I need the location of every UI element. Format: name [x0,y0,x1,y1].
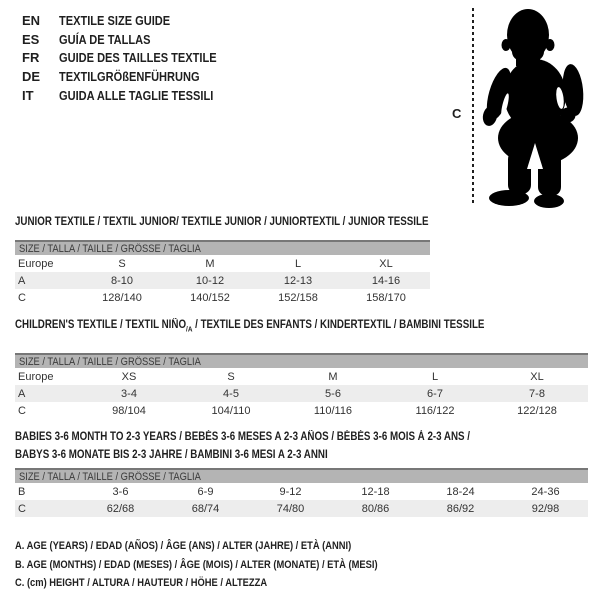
size-cell: 4-5 [223,387,239,400]
legend-line-b: B. AGE (MONTHS) / EDAD (MESES) / ÂGE (MOIS) / ALTER (MONATE) / ETÀ (MESI) [15,558,378,571]
size-cell: 98/104 [112,404,146,417]
size-cell: S [118,257,126,270]
size-cell: 110/116 [313,404,353,417]
children-size-table-section [15,318,588,419]
size-cell: 116/122 [415,404,455,417]
size-header-label: SIZE / TALLA / TAILLE / GRÖSSE / TAGLIA [19,242,201,255]
size-row-c [15,402,588,419]
size-cell: 140/152 [190,291,230,304]
size-cell: 9-12 [279,485,302,498]
lang-code: ES [22,31,40,47]
size-cell: 104/110 [211,404,251,417]
size-cell: M [205,257,215,270]
babies-size-table-section [15,428,588,517]
size-cell: 3-6 [112,485,129,498]
size-cell: 158/170 [366,291,406,304]
size-cell: XL [530,370,544,383]
table-title-babies: BABIES 3-6 MONTH TO 2-3 YEARS / BEBÉS 3-6 MESES A 2-3 AÑOS / BÉBÉS 3-6 MOIS À 2-3 ANS / BABYS 3-6 MONATE BIS 2-3 JAHRE / BAMBINI 3-6 MESI A 2-3 ANNI [15,431,471,461]
lang-title: GUÍA DE TALLAS [59,31,151,47]
baby-silhouette-icon [478,2,598,212]
size-cell: 10-12 [195,274,225,287]
size-cell: S [227,370,235,383]
table-title-junior: JUNIOR TEXTILE / TEXTIL JUNIOR/ TEXTILE JUNIOR / JUNIORTEXTIL / JUNIOR TESSILE [15,216,429,228]
size-cell: 12-13 [283,274,313,287]
height-measure-label: C [452,106,462,121]
size-cell: XL [379,257,393,270]
size-table-babies [15,468,588,517]
height-measure-line [472,8,474,206]
size-cell: 5-6 [325,387,341,400]
legend [15,537,442,593]
title-subscript: /A [186,324,193,334]
row-label: B [18,485,26,498]
lang-row-de [22,68,244,87]
size-header-bar [15,353,588,368]
size-cell: 6-9 [197,485,214,498]
row-label: C [18,291,26,304]
size-header-label: SIZE / TALLA / TAILLE / GRÖSSE / TAGLIA [19,355,201,368]
size-row-a [15,272,430,289]
lang-code: DE [22,69,41,85]
size-cell: 6-7 [427,387,443,400]
size-cell: 74/80 [276,502,305,515]
lang-title: GUIDA ALLE TAGLIE TESSILI [59,87,214,103]
size-table-junior [15,240,430,306]
size-cell: 14-16 [371,274,401,287]
row-label: Europe [18,370,54,383]
size-cell: M [328,370,338,383]
legend-line-c: C. (cm) HEIGHT / ALTURA / HAUTEUR / HÖHE / ALTEZZA [15,577,268,589]
lang-row-it [22,87,244,106]
size-cell: 12-18 [361,485,390,498]
row-label: A [18,274,26,287]
lang-row-en [22,12,244,31]
junior-size-table-section [15,215,430,306]
size-cell: 24-36 [531,485,560,498]
size-table-children [15,353,588,419]
lang-row-es [22,31,244,50]
size-header-label: SIZE / TALLA / TAILLE / GRÖSSE / TAGLIA [19,470,201,483]
size-row-c [15,500,588,517]
lang-title: TEXTILE SIZE GUIDE [59,13,171,28]
size-cell: 18-24 [446,485,475,498]
size-header-bar [15,468,588,483]
row-label: C [18,404,26,417]
size-cell: 92/98 [531,502,560,515]
lang-row-fr [22,49,244,68]
size-cell: L [294,257,302,270]
row-label: C [18,502,26,515]
size-row-a [15,385,588,402]
size-row-c [15,289,430,306]
size-cell: L [431,370,439,383]
size-row-europe [15,255,430,272]
row-label: A [18,387,26,400]
size-row-europe [15,368,588,385]
size-cell: 8-10 [110,274,134,287]
size-header-bar [15,240,430,255]
size-cell: 128/140 [102,291,142,304]
lang-code: FR [22,50,40,66]
size-cell: 3-4 [121,387,137,400]
size-row-b [15,483,588,500]
lang-code: EN [22,13,41,28]
row-label: Europe [18,257,54,270]
table-title-children: CHILDREN'S TEXTILE / TEXTIL $NIÑO_{/A}$ / TEXTILE DES ENFANTS / KINDERTEXTIL / BAMBINI TESSILE [15,319,485,334]
size-cell: XS [121,370,137,383]
lang-title: GUIDE DES TAILLES TEXTILE [59,50,217,66]
size-cell: 86/92 [446,502,475,515]
size-cell: 152/158 [278,291,318,304]
size-cell: 7-8 [529,387,545,400]
size-cell: 68/74 [191,502,220,515]
lang-title: TEXTILGRÖßENFÜHRUNG [59,69,200,85]
legend-line-a: A. AGE (YEARS) / EDAD (AÑOS) / ÂGE (ANS) / ALTER (JAHRE) / ETÀ (ANNI) [15,540,352,552]
size-cell: 122/128 [517,404,557,417]
lang-code: IT [22,87,34,103]
size-cell: 62/68 [106,502,135,515]
language-header [22,12,244,106]
size-cell: 80/86 [361,502,390,515]
